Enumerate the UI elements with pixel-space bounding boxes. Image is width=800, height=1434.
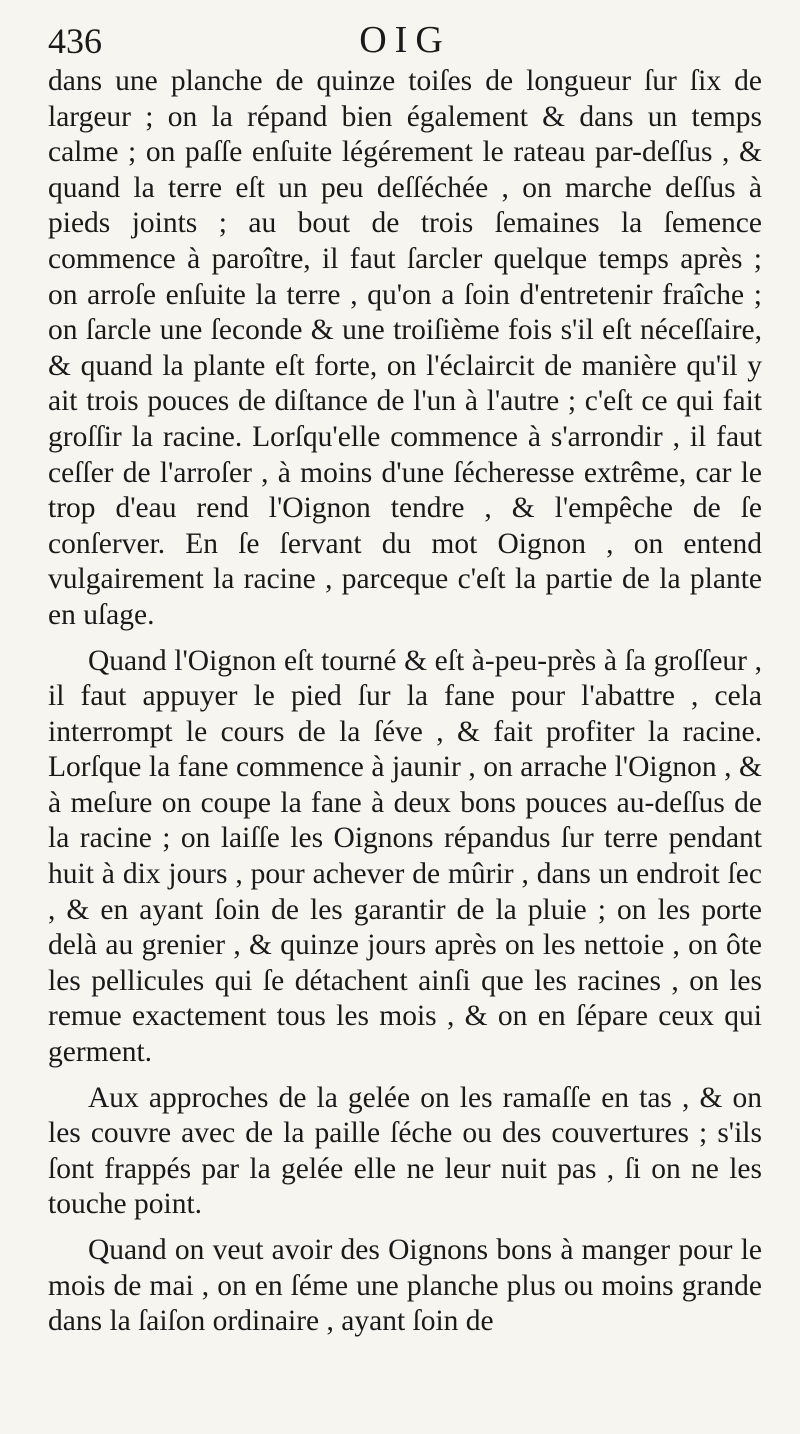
running-head: OIG [359, 19, 451, 61]
page-header [48, 18, 762, 64]
paragraph-2: Quand l'Oignon eſt tourné & eſt à-peu-près à ſa groſſeur , il faut appuyer le pied ſur la fane pour l'abattre , cela interrompt le cours de la ſéve , & fait profiter la racine. Lorſque la fane commence à jaunir , on arrache l'Oignon , & à meſure on coupe la fane à deux bons pouces au-deſſus de la racine ; on laiſſe les Oignons répandus ſur terre pendant huit à dix jours , pour achever de mûrir , dans un endroit ſec , & en ayant ſoin de les garantir de la pluie ; on les porte delà au grenier , & quinze jours après on les nettoie , on ôte les pellicules qui ſe détachent ainſi que les racines , on les remue exactement tous les mois , & on en ſépare ceux qui germent. [48, 644, 762, 1069]
paragraph-3: Aux approches de la gelée on les ramaſſe en tas , & on les couvre avec de la paille ſéche ou des couvertures ; s'ils ſont frappés par la gelée elle ne leur nuit pas , ſi on ne les touche point. [48, 1081, 762, 1221]
paragraph-4: Quand on veut avoir des Oignons bons à manger pour le mois de mai , on en ſéme une planche plus ou moins grande dans la ſaiſon ordinaire , ayant ſoin de [48, 1234, 762, 1338]
paragraph-1: dans une planche de quinze toiſes de longueur ſur ſix de largeur ; on la répand bien également & dans un temps calme ; on paſſe enſuite légérement le rateau par-deſſus , & quand la terre eſt un peu deſſéchée , on marche deſſus à pieds joints ; au bout de trois ſemaines la ſemence commence à paroître, il faut ſarcler quelque temps après ; on arroſe enſuite la terre , qu'on a ſoin d'entretenir fraîche ; on ſarcle une ſeconde & une troiſième fois s'il eſt néceſſaire, & quand la plante eſt forte, on l'éclaircit de manière qu'il y ait trois pouces de diſtance de l'un à l'autre ; c'eſt ce qui fait groſſir la racine. Lorſqu'elle commence à s'arrondir , il faut ceſſer de l'arroſer , à moins d'une ſécheresse extrême, car le trop d'eau rend l'Oignon tendre , & l'empêche de ſe conſerver. En ſe ſervant du mot Oignon , on entend vulgairement la racine , parceque c'eſt la partie de la plante en uſage. [48, 65, 762, 631]
page-number: 436 [48, 21, 102, 61]
body-text [48, 64, 762, 1340]
